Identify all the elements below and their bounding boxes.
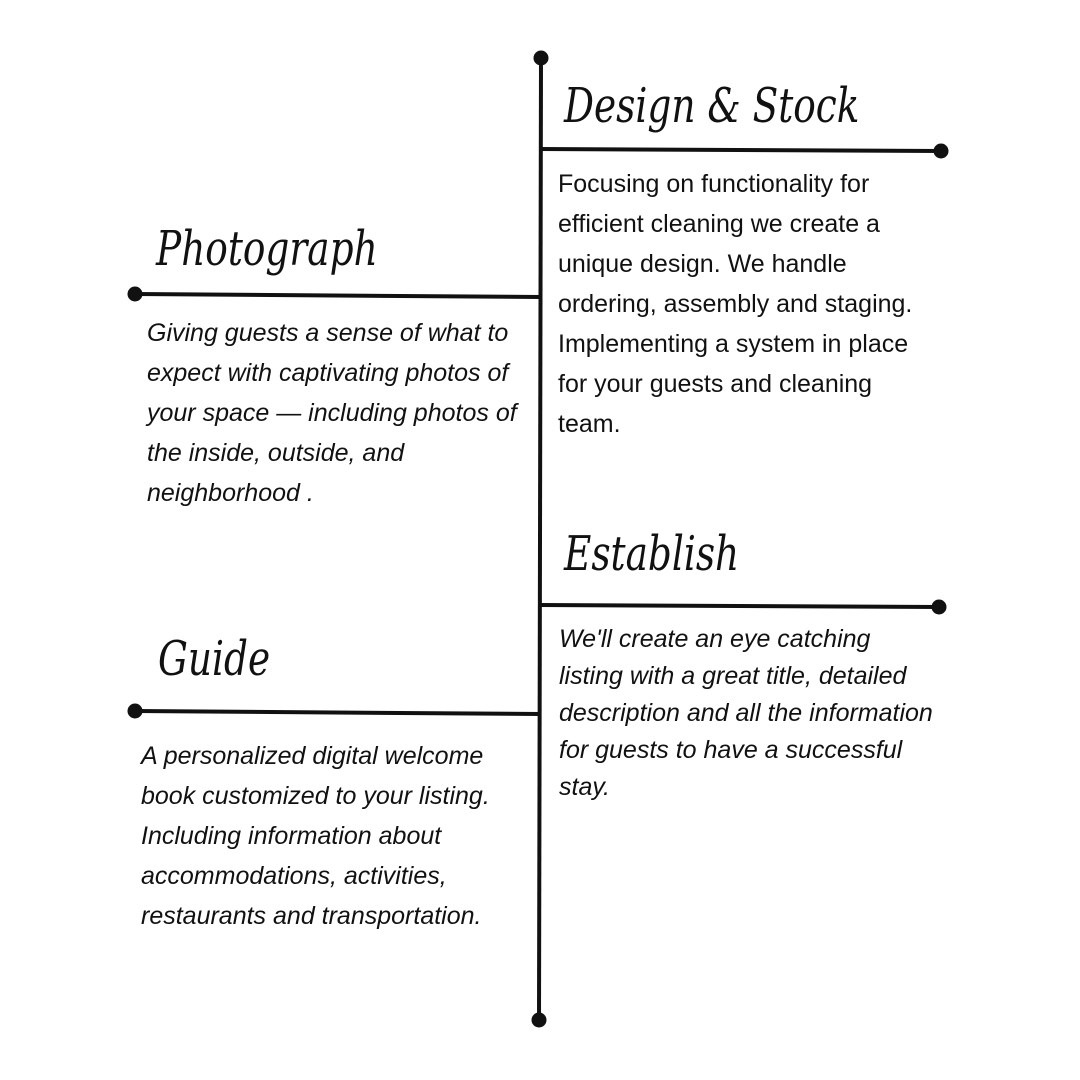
design-stock-description: Focusing on functionality for efficient cleaning we create a unique design. We handle ordering, assembly and staging. Implementing a system in place for your guests and cleaning team. (558, 170, 913, 438)
photograph-title: Photograph (156, 221, 378, 277)
timeline-spine (539, 58, 541, 1020)
guide-node (128, 704, 143, 719)
guide-title: Guide (158, 631, 271, 687)
design-stock-title: Design & Stock (564, 78, 860, 134)
design-branch (540, 149, 941, 151)
photograph-node (128, 287, 143, 302)
establish-description: We'll create an eye catching listing with a great title, detailed description and all the information for guests to have a successful stay. (559, 625, 933, 801)
photograph-description: Giving guests a sense of what to expect with captivating photos of your space — including photos of the inside, outside, and neighborhood . (147, 319, 517, 507)
guide-description: A personalized digital welcome book customized to your listing. Including information about accommodations, activities, restaurants and transportation. (141, 742, 490, 930)
establish-branch (540, 605, 939, 607)
establish-node (932, 600, 947, 615)
establish-title: Establish (564, 526, 740, 582)
photograph-branch (135, 294, 540, 297)
timeline-bottom-node (532, 1013, 547, 1028)
timeline-top-node (534, 51, 549, 66)
guide-branch (135, 711, 540, 714)
design-node (934, 144, 949, 159)
